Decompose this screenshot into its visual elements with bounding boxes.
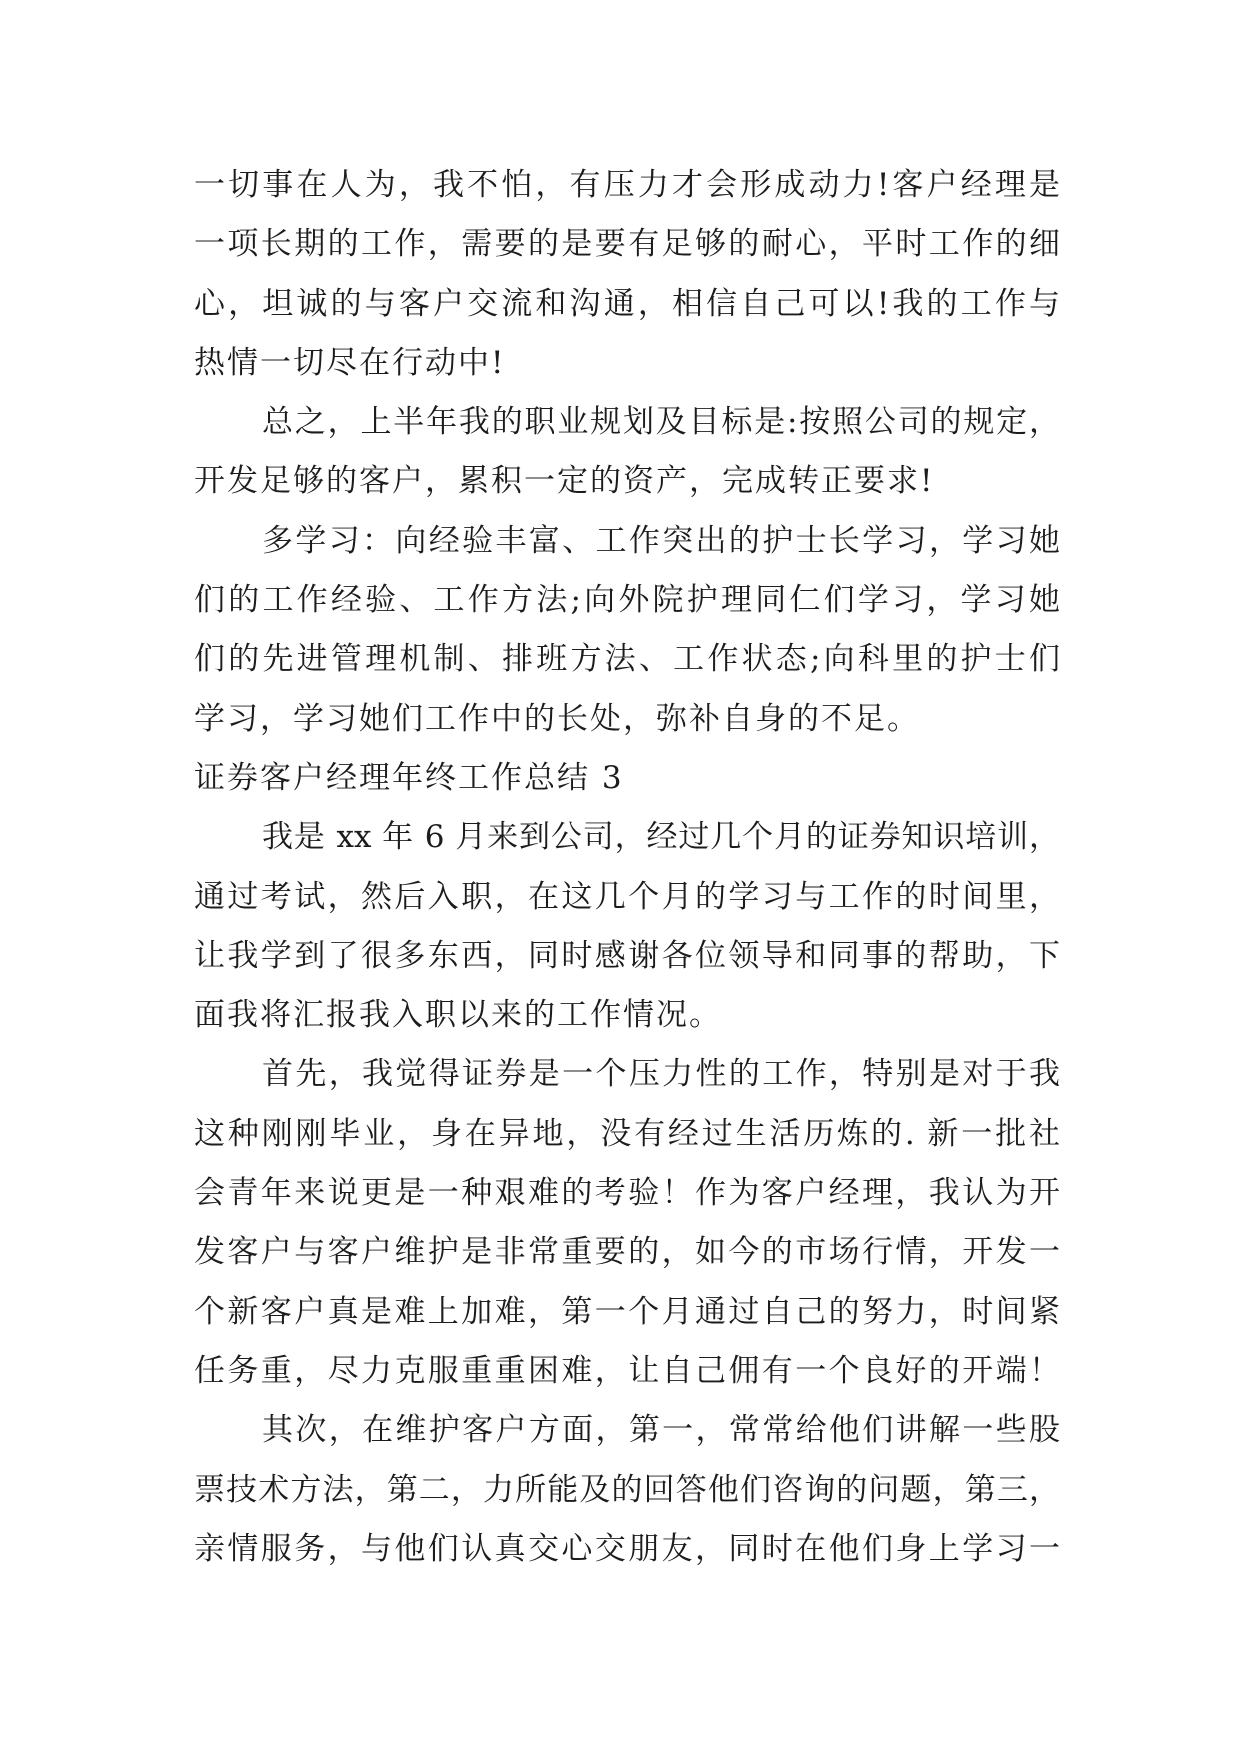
paragraph [194, 808, 1060, 1045]
text-line: 热情一切尽在行动中! [194, 344, 506, 381]
paragraph [194, 512, 1060, 749]
text-line: 通过考试，然后入职，在这几个月的学习与工作的时间里， [194, 878, 1060, 915]
text-line: 心，坦诚的与客户交流和沟通，相信自己可以!我的工作与 [194, 285, 1060, 322]
text-line: 票技术方法，第二，力所能及的回答他们咨询的问题，第三， [194, 1471, 1060, 1508]
text-line: 们的工作经验、工作方法;向外院护理同仁们学习，学习她 [194, 582, 1060, 619]
text-line: 发客户与客户维护是非常重要的，如今的市场行情，开发一 [194, 1234, 1060, 1271]
text-line: 亲情服务，与他们认真交心交朋友，同时在他们身上学习一 [194, 1530, 1060, 1567]
text-line: 面我将汇报我入职以来的工作情况。 [194, 997, 722, 1034]
text-line: 任务重，尽力克服重重困难，让自己佣有一个良好的开端！ [194, 1352, 1060, 1389]
section-title: 证券客户经理年终工作总结 3 [194, 759, 624, 796]
text-line: 我是 xx 年 6 月来到公司，经过几个月的证券知识培训， [262, 819, 1060, 856]
text-line: 个新客户真是难上加难，第一个月通过自己的努力，时间紧 [194, 1293, 1060, 1330]
text-line: 们的先进管理机制、排班方法、工作状态;向科里的护士们 [194, 641, 1060, 678]
paragraph [194, 1045, 1060, 1401]
text-line: 会青年来说更是一种艰难的考验！作为客户经理，我认为开 [194, 1175, 1060, 1212]
text-line: 让我学到了很多东西，同时感谢各位领导和同事的帮助，下 [194, 937, 1060, 974]
paragraph [194, 393, 1060, 512]
document-body [194, 156, 1060, 1579]
text-line: 首先，我觉得证券是一个压力性的工作，特别是对于我 [262, 1056, 1060, 1093]
paragraph [194, 1401, 1060, 1579]
text-line: 这种刚刚毕业，身在异地，没有经过生活历炼的. 新一批社 [194, 1115, 1060, 1152]
text-line: 多学习：向经验丰富、工作突出的护士长学习，学习她 [262, 522, 1060, 559]
text-line: 开发足够的客户，累积一定的资产，完成转正要求! [194, 463, 935, 500]
text-line: 其次，在维护客户方面，第一，常常给他们讲解一些股 [262, 1412, 1060, 1449]
text-line: 一项长期的工作，需要的是要有足够的耐心，平时工作的细 [194, 226, 1060, 263]
text-line: 学习，学习她们工作中的长处，弥补自身的不足。 [194, 700, 920, 737]
text-line: 总之，上半年我的职业规划及目标是:按照公司的规定， [262, 404, 1060, 441]
paragraph [194, 156, 1060, 393]
text-line: 一切事在人为，我不怕，有压力才会形成动力!客户经理是 [194, 167, 1060, 203]
